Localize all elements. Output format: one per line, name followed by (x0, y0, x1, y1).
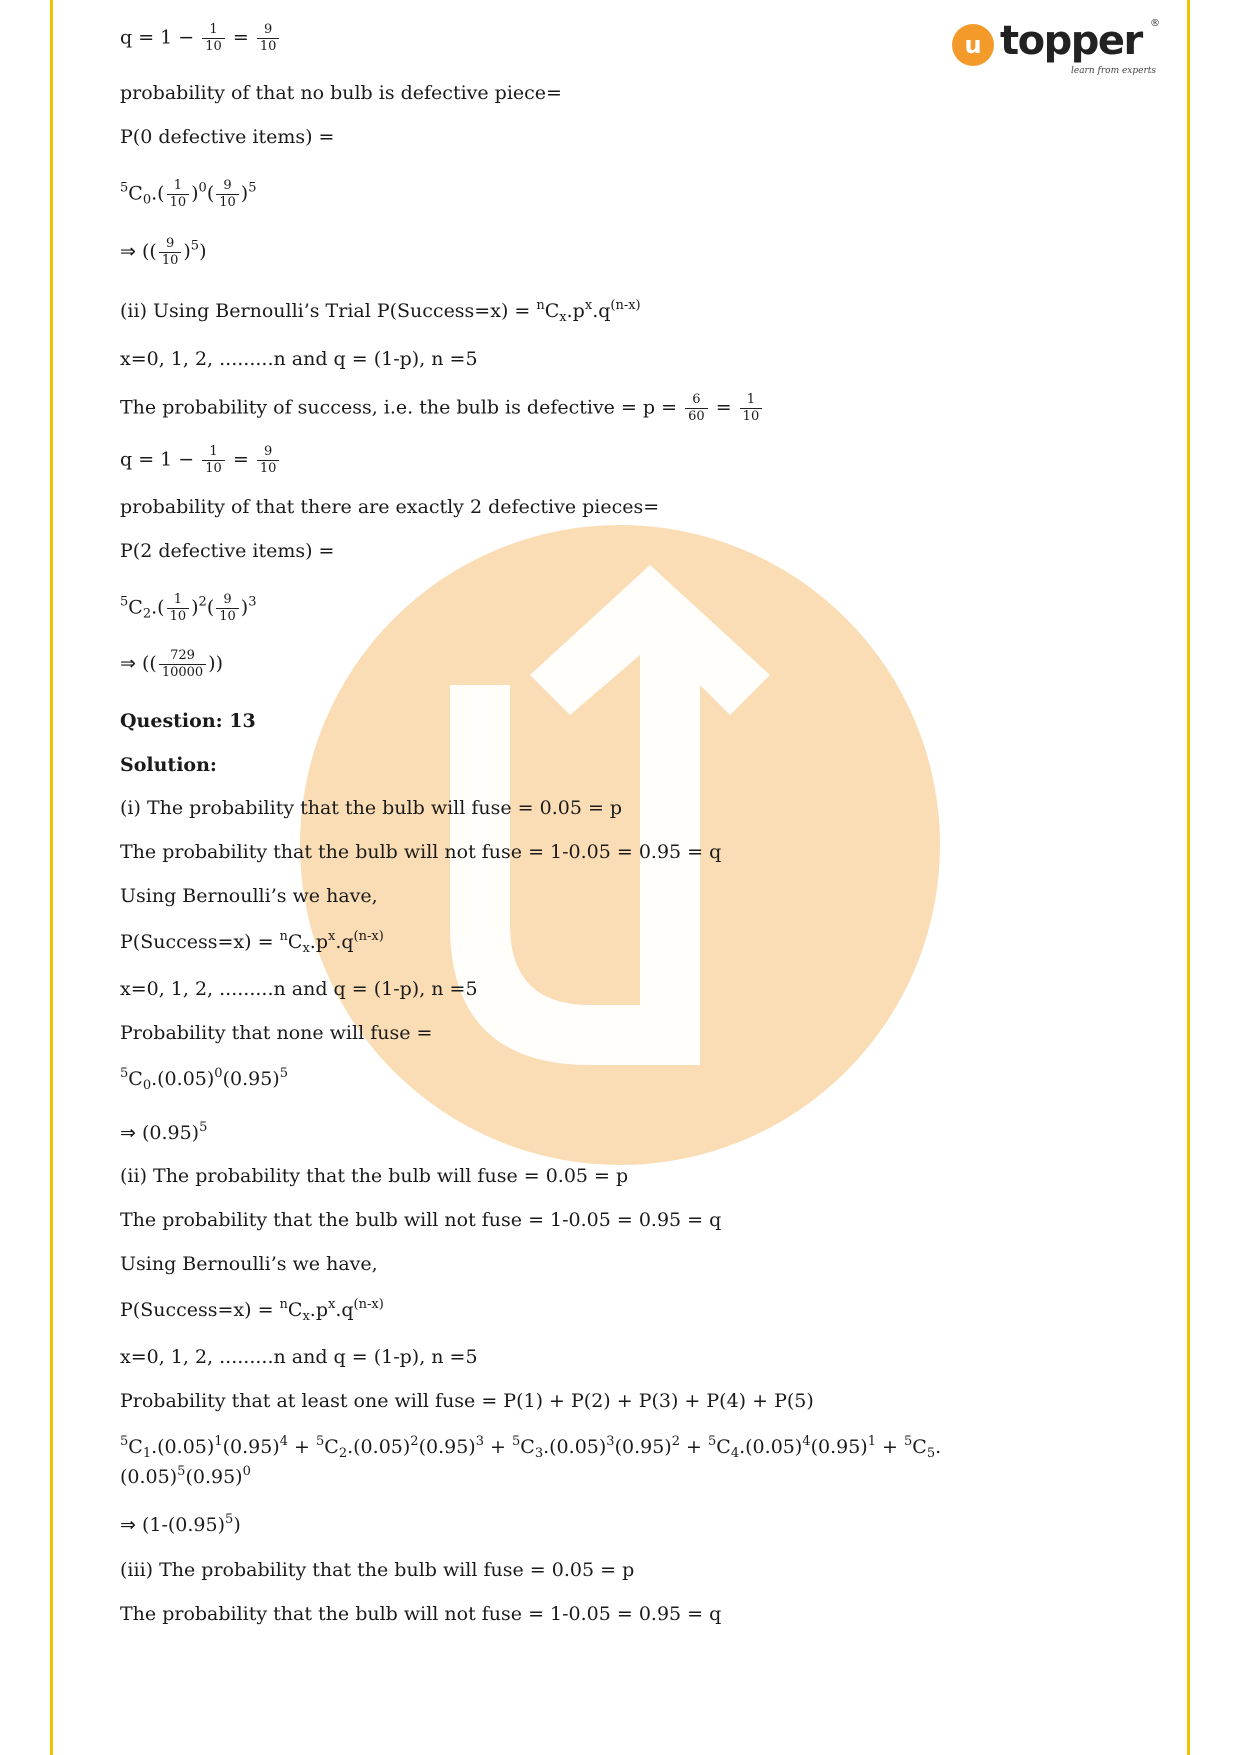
text-line: P(0 defective items) = (120, 126, 335, 148)
bernoulli-trial-line: (ii) Using Bernoulli’s Trial P(Success=x) = $^nC_x.p^x.q^{(n-x)}$ (120, 298, 641, 325)
text-line: (iii) The probability that the bulb will fuse = 0.05 = p (120, 1559, 635, 1581)
sum-formula-line-2: $(0.05)^5(0.95)^0$ (120, 1464, 251, 1488)
formula-line: $^5C_2$.( $\frac{1}{10}$ )$^2$( $\frac{9}{10}$ )$^3$ (120, 592, 257, 624)
formula-line: $^5C_0$.( $\frac{1}{10}$ )$^0$( $\frac{9}{10}$ )$^5$ (120, 178, 257, 210)
right-border (1187, 0, 1190, 1755)
probability-success-line: The probability of success, i.e. the bulb is defective = p = $\frac{6}{60}$ = $\frac{1}{10}$ (120, 392, 764, 425)
text-line: x=0, 1, 2, .........n and q = (1-p), n =5 (120, 348, 478, 370)
text-line: The probability that the bulb will not fuse = 1-0.05 = 0.95 = q (120, 1209, 722, 1231)
text: = (232, 26, 249, 49)
registered-mark: ® (1150, 18, 1160, 29)
formula-line: ⇒ (( $\frac{729}{10000}$ )) (120, 648, 224, 680)
solution-heading: Solution: (120, 754, 217, 776)
text-line: The probability that the bulb will not fuse = 1-0.05 = 0.95 = q (120, 1603, 722, 1625)
fraction: $\frac{9}{10}$ (257, 22, 280, 55)
question-heading: Question: 13 (120, 710, 256, 732)
text-line: P(2 defective items) = (120, 540, 335, 562)
text-line: (i) The probability that the bulb will fuse = 0.05 = p (120, 797, 623, 819)
left-border (50, 0, 53, 1755)
logo-name: topper (1000, 18, 1142, 64)
text-line: Probability that at least one will fuse = P(1) + P(2) + P(3) + P(4) + P(5) (120, 1390, 814, 1412)
logo-u-icon: u (952, 24, 994, 66)
text-line: x=0, 1, 2, .........n and q = (1-p), n =5 (120, 978, 478, 1000)
formula-line: ⇒ $(0.95)^5$ (120, 1120, 208, 1144)
text-line: x=0, 1, 2, .........n and q = (1-p), n =5 (120, 1346, 478, 1368)
q-equation-2: q = 1 − $\frac{1}{10}$ = $\frac{9}{10}$ (120, 444, 281, 477)
text-line: Probability that none will fuse = (120, 1022, 433, 1044)
q-equation-1 (120, 22, 281, 55)
text: q = 1 − (120, 26, 195, 49)
sum-formula-line-1: $^5C_1.(0.05)^1(0.95)^4 + ^5C_2.(0.05)^2(0.95)^3 + ^5C_3.(0.05)^3(0.95)^2 + ^5C_4.(0.05)^4(0.95)^1 + ^5C_5$. (120, 1434, 942, 1461)
text-line: Using Bernoulli’s we have, (120, 885, 378, 907)
fraction: $\frac{1}{10}$ (202, 22, 225, 55)
text-line: (ii) The probability that the bulb will fuse = 0.05 = p (120, 1165, 629, 1187)
text-line: Using Bernoulli’s we have, (120, 1253, 378, 1275)
text-line: The probability that the bulb will not fuse = 1-0.05 = 0.95 = q (120, 841, 722, 863)
brand-logo (952, 18, 1162, 78)
logo-tagline: learn from experts (1070, 66, 1156, 76)
bernoulli-formula: P(Success=x) = $^nC_x.p^x.q^{(n-x)}$ (120, 1297, 384, 1324)
bernoulli-formula: P(Success=x) = $^nC_x.p^x.q^{(n-x)}$ (120, 929, 384, 956)
formula-line: $^5C_0.(0.05)^0(0.95)^5$ (120, 1066, 288, 1093)
text-line: probability of that there are exactly 2 defective pieces= (120, 496, 660, 518)
formula-line: ⇒ (( $\frac{9}{10}$ )$^5$) (120, 236, 207, 268)
formula-line: ⇒ $(1-(0.95)^5)$ (120, 1512, 241, 1536)
text-line: probability of that no bulb is defective piece= (120, 82, 562, 104)
